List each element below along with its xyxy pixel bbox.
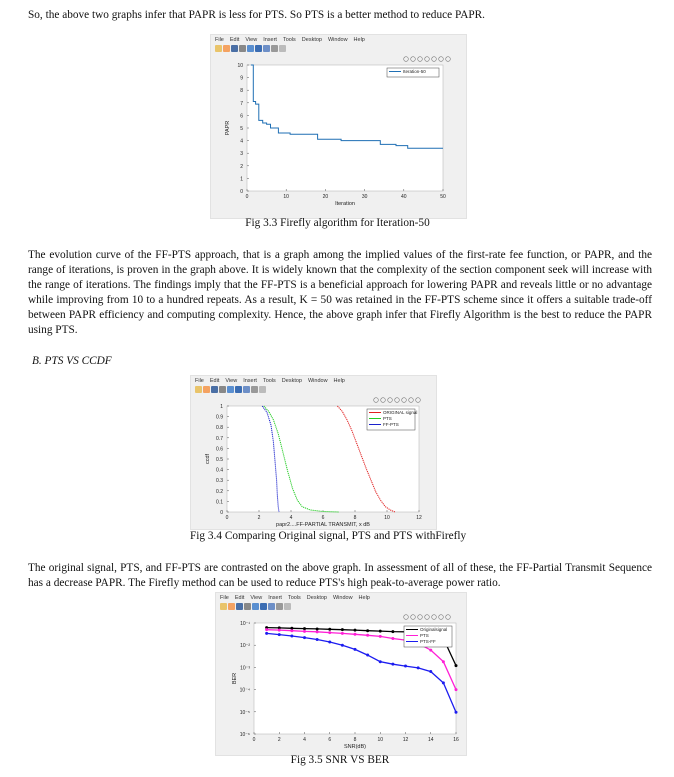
legend-label: Originalsignal	[420, 627, 448, 632]
insert-text-icon[interactable]	[381, 398, 386, 403]
y-tick-label: 10⁻⁵	[239, 709, 250, 716]
edit-plot-icon[interactable]	[374, 398, 379, 403]
chart-ccdf	[191, 394, 436, 529]
x-tick-label: 10	[283, 194, 289, 200]
menu-file[interactable]: File	[215, 37, 224, 43]
menu-desktop[interactable]: Desktop	[306, 595, 327, 601]
data-point	[328, 631, 331, 634]
menu-view[interactable]: View	[250, 595, 263, 601]
zoom-in-icon[interactable]	[402, 398, 407, 403]
data-point	[316, 627, 319, 630]
y-tick-label: 8	[240, 88, 243, 95]
chart-iteration-papr	[211, 53, 466, 218]
x-tick-label: 12	[402, 737, 409, 743]
colorbar-icon[interactable]	[235, 386, 242, 393]
brush-icon[interactable]	[425, 615, 430, 620]
data-point	[379, 630, 382, 633]
x-tick-label: 0	[252, 737, 256, 743]
insert-text-icon[interactable]	[411, 615, 416, 620]
open-icon[interactable]	[223, 45, 230, 52]
x-tick-label: 4	[303, 737, 306, 743]
data-point	[316, 630, 319, 633]
x-tick-label: 6	[321, 515, 325, 521]
y-tick-label: 1	[220, 404, 223, 410]
save-icon[interactable]	[211, 386, 218, 393]
y-tick-label: 10	[237, 63, 243, 69]
x-tick-label: 10	[377, 737, 384, 743]
menu-insert[interactable]: Insert	[268, 595, 282, 601]
figure-menubar[interactable]	[215, 37, 371, 45]
y-tick-label: 0.9	[216, 414, 223, 421]
x-tick-label: 0	[245, 194, 249, 200]
pointer-icon[interactable]	[271, 45, 278, 52]
print-icon[interactable]	[244, 603, 251, 610]
data-tip-icon[interactable]	[388, 398, 393, 403]
data-point	[303, 636, 306, 639]
data-point	[278, 629, 281, 632]
y-tick-label: 0	[220, 510, 223, 516]
zoom-in-icon[interactable]	[432, 615, 437, 620]
x-axis-label: papr2....FF-PARTIAL TRANSMIT, x dB	[276, 522, 370, 528]
plottools-icon[interactable]	[259, 386, 266, 393]
data-point	[265, 628, 268, 631]
data-point	[341, 644, 344, 647]
y-tick-label: 3	[240, 151, 243, 158]
data-point	[328, 640, 331, 643]
data-point	[290, 629, 293, 632]
open-icon[interactable]	[203, 386, 210, 393]
data-point	[455, 664, 458, 667]
data-point	[391, 663, 394, 666]
colorbar-icon[interactable]	[255, 45, 262, 52]
legend-icon[interactable]	[268, 603, 275, 610]
paragraph-comparison: The original signal, PTS, and FF-PTS are contrasted on the above graph. In assessment of all of these, the FF-Partial Transmit Sequence has a decrease PAPR. The Firefly method can be used to reduce PTS's high peak-to-average power ratio.	[28, 562, 652, 589]
x-tick-label: 50	[440, 194, 446, 200]
menu-help[interactable]: Help	[353, 37, 365, 43]
legend-label: PTS	[383, 416, 392, 421]
home-icon[interactable]	[446, 615, 451, 620]
edit-plot-icon[interactable]	[404, 57, 409, 62]
data-point	[278, 633, 281, 636]
y-tick-label: 10⁻³	[240, 665, 250, 672]
datacursor-icon[interactable]	[252, 603, 259, 610]
x-tick-label: 30	[361, 194, 368, 200]
data-point	[366, 634, 369, 637]
data-point	[265, 632, 268, 635]
legend-label: ORIGINAL signal	[383, 410, 418, 415]
data-point	[366, 654, 369, 657]
data-point	[391, 637, 394, 640]
data-point	[366, 629, 369, 632]
x-tick-label: 0	[225, 515, 229, 521]
y-tick-label: 0.4	[216, 467, 223, 474]
zoom-in-icon[interactable]	[432, 57, 437, 62]
data-point	[290, 634, 293, 637]
menu-help[interactable]: Help	[333, 378, 345, 384]
menu-view[interactable]: View	[245, 37, 258, 43]
y-tick-label: 7	[240, 100, 243, 107]
y-tick-label: 1	[240, 176, 243, 183]
open-icon[interactable]	[228, 603, 235, 610]
zoom-out-icon[interactable]	[409, 398, 414, 403]
menu-edit[interactable]: Edit	[229, 37, 240, 43]
y-tick-label: 10⁻¹	[240, 621, 250, 627]
data-point	[303, 627, 306, 630]
legend-label: Iteration-50	[403, 69, 426, 74]
plottools-icon[interactable]	[284, 603, 291, 610]
y-tick-label: 0.5	[216, 457, 223, 463]
menu-window[interactable]: Window	[327, 37, 348, 43]
data-point	[354, 648, 357, 651]
y-tick-label: 4	[240, 138, 243, 145]
zoom-out-icon[interactable]	[439, 615, 444, 620]
data-point	[442, 660, 445, 663]
y-tick-label: 0.3	[216, 478, 223, 485]
paragraph-evolution: The evolution curve of the FF-PTS approach, that is a graph among the implied values of the first-rate fee function, or PAPR, and the range of iterations, is proven in the graph above. It is widely known that the complexity of the section component seek will increase with the range of iterations. The findings imply that the FF-PTS is a beneficial approach for lowering PAPR and reveals little or no advantage while improving from 10 to a hundred repeats. As a result, K = 50 was retained in the FF-PTS scheme since it offers a suitable trade-off between PAPR efficiency and computing complexity. Hence, the above graph infer that Firefly Algorithm is the best to reduce the PAPR using PTS.	[28, 249, 652, 336]
data-point	[354, 629, 357, 632]
legend-label: PTS	[420, 633, 429, 638]
plottools-icon[interactable]	[279, 45, 286, 52]
legend-icon[interactable]	[243, 386, 250, 393]
x-axis-label: SNR(dB)	[343, 744, 367, 750]
y-tick-label: 5	[240, 126, 243, 132]
data-point	[429, 670, 432, 673]
y-tick-label: 0.1	[216, 499, 223, 506]
menu-desktop[interactable]: Desktop	[281, 378, 302, 384]
x-tick-label: 14	[427, 737, 434, 743]
x-tick-label: 8	[353, 515, 357, 521]
x-tick-label: 20	[322, 194, 329, 200]
home-icon[interactable]	[416, 398, 421, 403]
y-tick-label: 2	[240, 163, 243, 170]
datacursor-icon[interactable]	[247, 45, 254, 52]
new-icon[interactable]	[195, 386, 202, 393]
data-point	[316, 638, 319, 641]
zoom-out-icon[interactable]	[439, 57, 444, 62]
data-point	[379, 660, 382, 663]
menu-view[interactable]: View	[225, 378, 238, 384]
figure-menubar[interactable]	[220, 595, 376, 603]
x-axis-label: Iteration	[335, 201, 355, 207]
legend-label: FF-PTS	[383, 422, 399, 427]
menu-insert[interactable]: Insert	[243, 378, 257, 384]
y-axis-label: PAPR	[225, 120, 231, 136]
caption-fig-3-5: Fig 3.5 SNR VS BER	[290, 754, 390, 766]
data-point	[455, 688, 458, 691]
data-point	[341, 628, 344, 631]
x-tick-label: 12	[416, 515, 422, 521]
menu-insert[interactable]: Insert	[263, 37, 277, 43]
colorbar-icon[interactable]	[260, 603, 267, 610]
insert-text-icon[interactable]	[411, 57, 416, 62]
y-tick-label: 0.8	[216, 425, 223, 432]
x-tick-label: 6	[328, 737, 332, 743]
menu-desktop[interactable]: Desktop	[301, 37, 322, 43]
y-tick-label: 0.2	[216, 488, 223, 495]
menu-window[interactable]: Window	[332, 595, 353, 601]
figure-window-ccdf	[190, 375, 437, 530]
data-point	[455, 711, 458, 714]
y-tick-label: 10⁻²	[240, 643, 250, 650]
y-tick-label: 10⁻⁶	[239, 732, 250, 738]
save-icon[interactable]	[231, 45, 238, 52]
x-tick-label: 8	[353, 737, 357, 743]
y-tick-label: 0	[240, 189, 243, 195]
x-tick-label: 40	[401, 194, 407, 200]
x-tick-label: 16	[453, 737, 459, 743]
data-point	[429, 649, 432, 652]
data-point	[404, 665, 407, 668]
menu-window[interactable]: Window	[307, 378, 328, 384]
y-tick-label: 0.6	[216, 446, 223, 453]
data-tip-icon[interactable]	[418, 615, 423, 620]
y-tick-label: 10⁻⁴	[239, 687, 250, 694]
y-tick-label: 6	[240, 113, 243, 120]
new-icon[interactable]	[220, 603, 227, 610]
menu-file[interactable]: File	[195, 378, 204, 384]
menu-help[interactable]: Help	[358, 595, 370, 601]
menu-edit[interactable]: Edit	[234, 595, 245, 601]
caption-fig-3-3: Fig 3.3 Firefly algorithm for Iteration-50	[245, 217, 430, 229]
x-tick-label: 2	[277, 737, 281, 743]
x-tick-label: 10	[384, 515, 390, 521]
print-icon[interactable]	[239, 45, 246, 52]
data-point	[341, 632, 344, 635]
x-tick-label: 4	[289, 515, 293, 521]
figure-window-iteration	[210, 34, 467, 219]
legend-icon[interactable]	[263, 45, 270, 52]
y-tick-label: 0.7	[216, 435, 223, 442]
data-point	[328, 628, 331, 631]
y-axis-label: ccdf	[205, 453, 211, 465]
x-tick-label: 2	[257, 515, 261, 521]
caption-fig-3-4: Fig 3.4 Comparing Original signal, PTS and PTS withFirefly	[190, 530, 467, 542]
figure-menubar[interactable]	[195, 378, 351, 386]
y-tick-label: 9	[240, 75, 243, 82]
menu-tools[interactable]: Tools	[282, 37, 296, 43]
print-icon[interactable]	[219, 386, 226, 393]
y-axis-label: BER	[232, 672, 238, 685]
data-point	[379, 635, 382, 638]
edit-plot-icon[interactable]	[404, 615, 409, 620]
section-heading: B. PTS VS CCDF	[32, 355, 112, 367]
menu-edit[interactable]: Edit	[209, 378, 220, 384]
paragraph-intro: So, the above two graphs infer that PAPR is less for PTS. So PTS is a better method to reduce PAPR.	[28, 9, 485, 21]
menu-file[interactable]: File	[220, 595, 229, 601]
menu-tools[interactable]: Tools	[262, 378, 276, 384]
figure-window-ber	[215, 592, 467, 756]
datacursor-icon[interactable]	[227, 386, 234, 393]
data-point	[442, 681, 445, 684]
data-point	[417, 666, 420, 669]
home-icon[interactable]	[446, 57, 451, 62]
data-point	[391, 630, 394, 633]
pointer-icon[interactable]	[251, 386, 258, 393]
data-point	[303, 630, 306, 633]
brush-icon[interactable]	[425, 57, 430, 62]
new-icon[interactable]	[215, 45, 222, 52]
chart-snr-ber	[216, 611, 466, 755]
menu-tools[interactable]: Tools	[287, 595, 301, 601]
pointer-icon[interactable]	[276, 603, 283, 610]
brush-icon[interactable]	[395, 398, 400, 403]
data-tip-icon[interactable]	[418, 57, 423, 62]
data-point	[354, 633, 357, 636]
legend-label: PTS-FF	[420, 639, 436, 644]
save-icon[interactable]	[236, 603, 243, 610]
